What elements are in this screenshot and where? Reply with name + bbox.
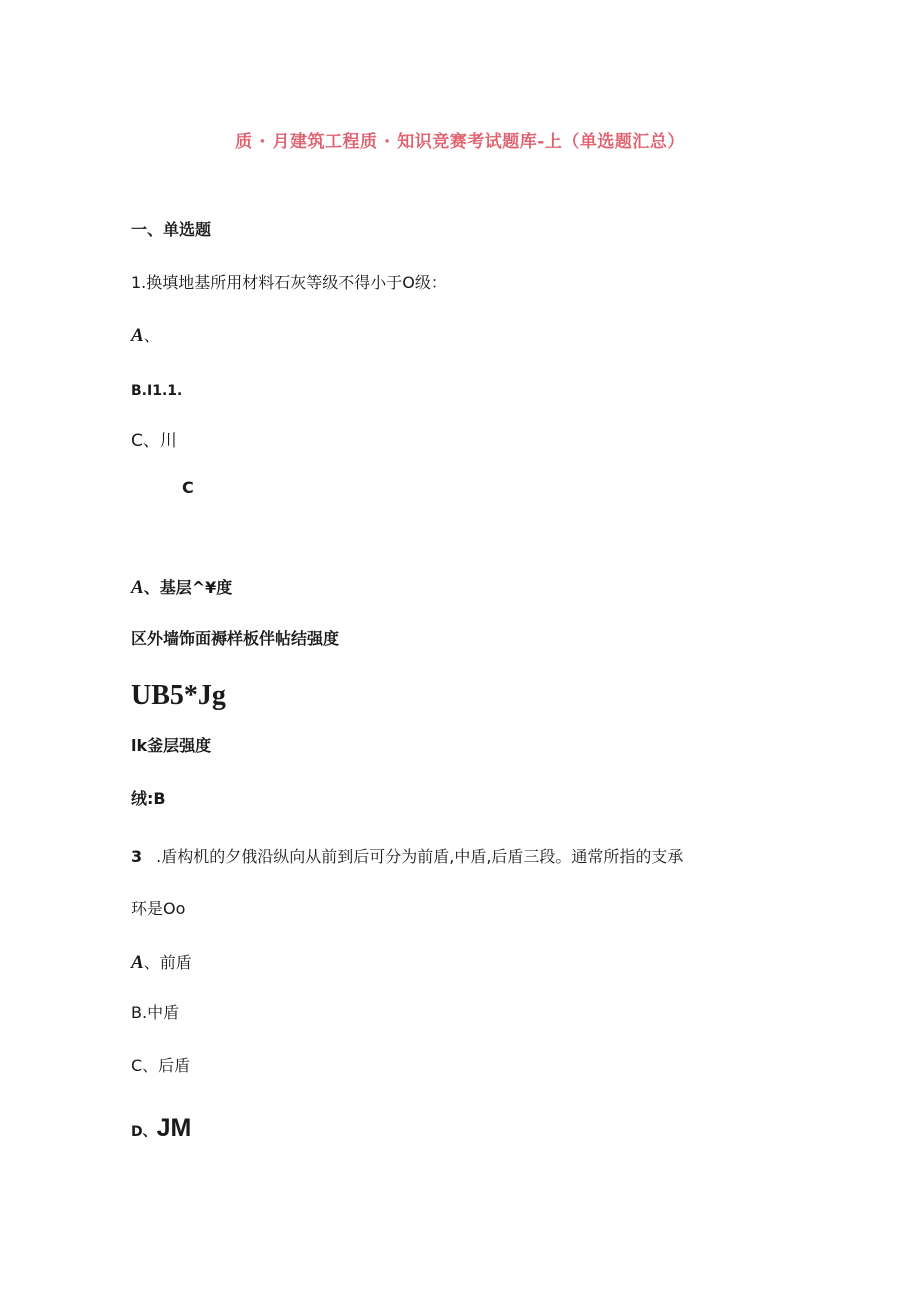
option-d-text: JM: [156, 1114, 192, 1142]
option-a-label: A: [131, 325, 144, 346]
question-1-option-b: B.I1.1.: [131, 383, 183, 399]
question-3-text-continued: 环是Oo: [131, 899, 186, 918]
option-a-separator: 、: [143, 326, 160, 345]
question-2-answer: 绒:B: [131, 789, 166, 808]
question-3-number: 3: [131, 847, 143, 866]
question-2-option-a: [131, 578, 232, 597]
question-2-option-b: 区外墙饰面褥样板伴帖结强度: [131, 629, 340, 648]
option-a-text: 、基层^¥度: [143, 578, 233, 597]
option-a-label: A: [131, 577, 144, 598]
question-2-option-d: lk釜层强度: [131, 736, 212, 755]
question-3-option-b: B.中盾: [131, 1003, 180, 1022]
question-1-text: 1.换填地基所用材料石灰等级不得小于O级：: [131, 273, 447, 292]
question-3-body: .盾构机的夕俄沿纵向从前到后可分为前盾,中盾,后盾三段。通常所指的支承: [156, 847, 684, 866]
option-a-label: A: [131, 952, 144, 973]
section-heading: 一、单选题: [131, 220, 212, 239]
question-3-option-c: C、后盾: [131, 1056, 191, 1075]
page-title: 质 · 月建筑工程质 · 知识竞赛考试题库-上（单选题汇总）: [235, 132, 685, 152]
question-3-option-a: [131, 953, 192, 972]
option-a-text: 、前盾: [143, 953, 192, 972]
question-1-option-a: [131, 326, 160, 345]
option-d-label: D、: [131, 1124, 157, 1140]
question-3-text: [131, 849, 683, 865]
question-3-option-d: [131, 1116, 191, 1141]
question-1-answer: C: [182, 478, 194, 497]
question-1-option-c: C、川: [131, 431, 177, 451]
question-2-option-c: UB5*Jg: [131, 680, 226, 711]
